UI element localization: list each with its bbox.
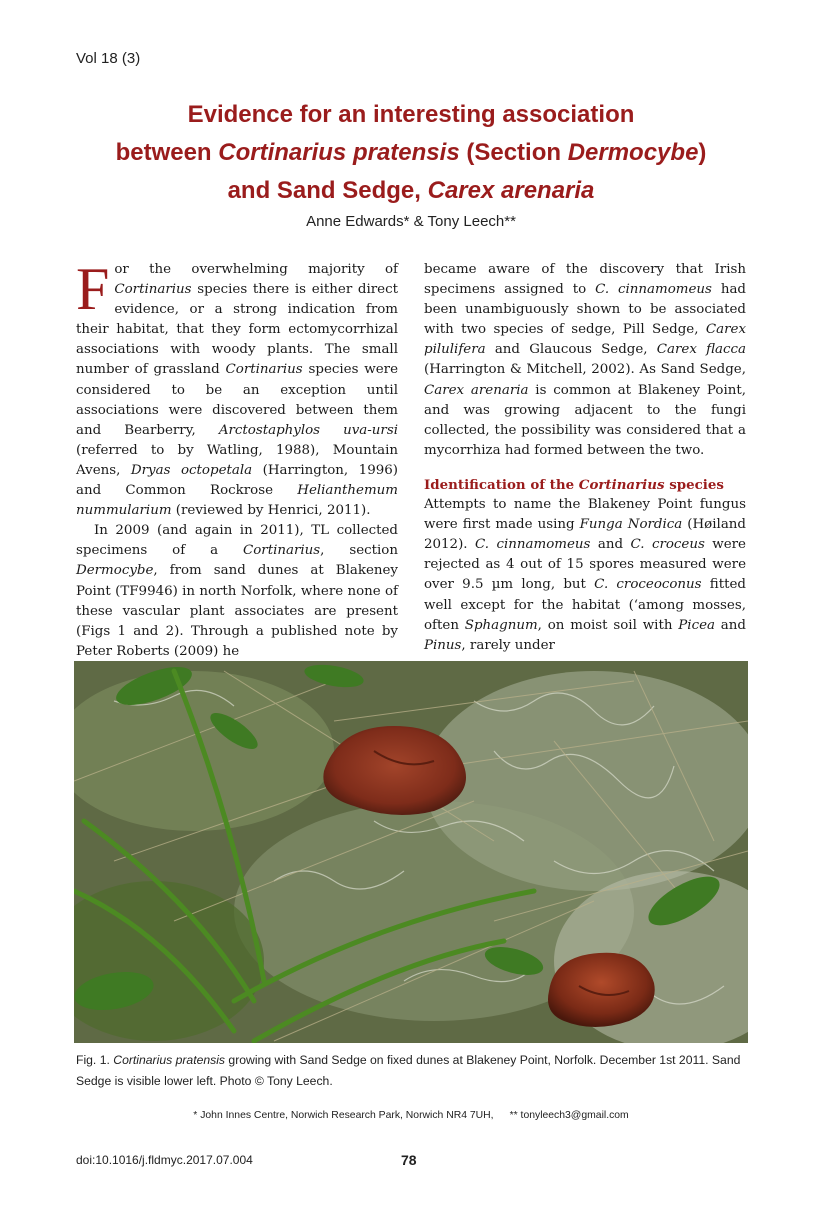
doi-label: doi:10.1016/j.fldmyc.2017.07.004 (76, 1153, 253, 1167)
identification-paragraph: Attempts to name the Blakeney Point fungus were first made using Funga Nordica (Høiland 2012). C. cinnamomeus and C. croceus were rejected as 4 out of 15 spores measured were over 9.5 µm long, but C. croceoconus fitted well except for the habitat (‘among mosses, often Sphagnum, on moist soil with Picea and Pinus, rarely under (424, 497, 746, 653)
title-line-3: and Sand Sedge, Carex arenaria (227, 177, 595, 204)
photo-illustration (74, 661, 748, 1043)
article-title (60, 96, 762, 210)
title-line-1: Evidence for an interesting association (187, 101, 635, 128)
drop-cap: F (76, 256, 110, 322)
left-column (76, 256, 399, 662)
page-number: 78 (401, 1152, 417, 1168)
author-list: Anne Edwards* & Tony Leech** (306, 213, 516, 230)
figure-caption: Fig. 1. Cortinarius pratensis growing with Sand Sedge on fixed dunes at Blakeney Point, Norfolk. December 1st 2011. Sand Sedge is visible lower left. Photo © Tony Leech. (76, 1053, 741, 1088)
section-heading: Identification of the Cortinarius species (424, 476, 724, 493)
volume-label: Vol 18 (3) (76, 50, 141, 67)
figure-photo (74, 661, 748, 1043)
author-affiliations: * John Innes Centre, Norwich Research Park, Norwich NR4 7UH, ** tonyleech3@gmail.com (193, 1110, 629, 1121)
discovery-paragraph: became aware of the discovery that Irish specimens assigned to C. cinnamomeus had been unambiguously shown to be associated with two species of sedge, Pill Sedge, Carex pilulifera and Glaucous Sedge, Carex flacca (Harrington & Mitchell, 2002). As Sand Sedge, Carex arenaria is common at Blakeney Point, and was growing adjacent to the fungi collected, the possibility was considered that a mycorrhiza had formed between the two. (424, 262, 746, 458)
title-line-2: between Cortinarius pratensis (Section Dermocybe) (115, 139, 707, 166)
collection-paragraph: In 2009 (and again in 2011), TL collected specimens of a Cortinarius, section Dermocybe, from sand dunes at Blakeney Point (TF9946) in north Norfolk, where none of these vascular plant associates are present (Figs 1 and 2). Through a published note by Peter Roberts (2009) he (76, 523, 398, 659)
right-column (424, 260, 746, 656)
intro-paragraph: For the overwhelming majority of Cortinarius species there is either direct evidence, or a strong indication from their habitat, that they form ectomycorrhizal associations with woody plants. The small number of grassland Cortinarius species were considered to be an exception until associations were discovered between them and Bearberry, Arctostaphylos uva-ursi (referred to by Watling, 1988), Mountain Avens, Dryas octopetala (Harrington, 1996) and Common Rockrose Helianthemum nummularium (reviewed by Henrici, 2011). (76, 256, 399, 519)
